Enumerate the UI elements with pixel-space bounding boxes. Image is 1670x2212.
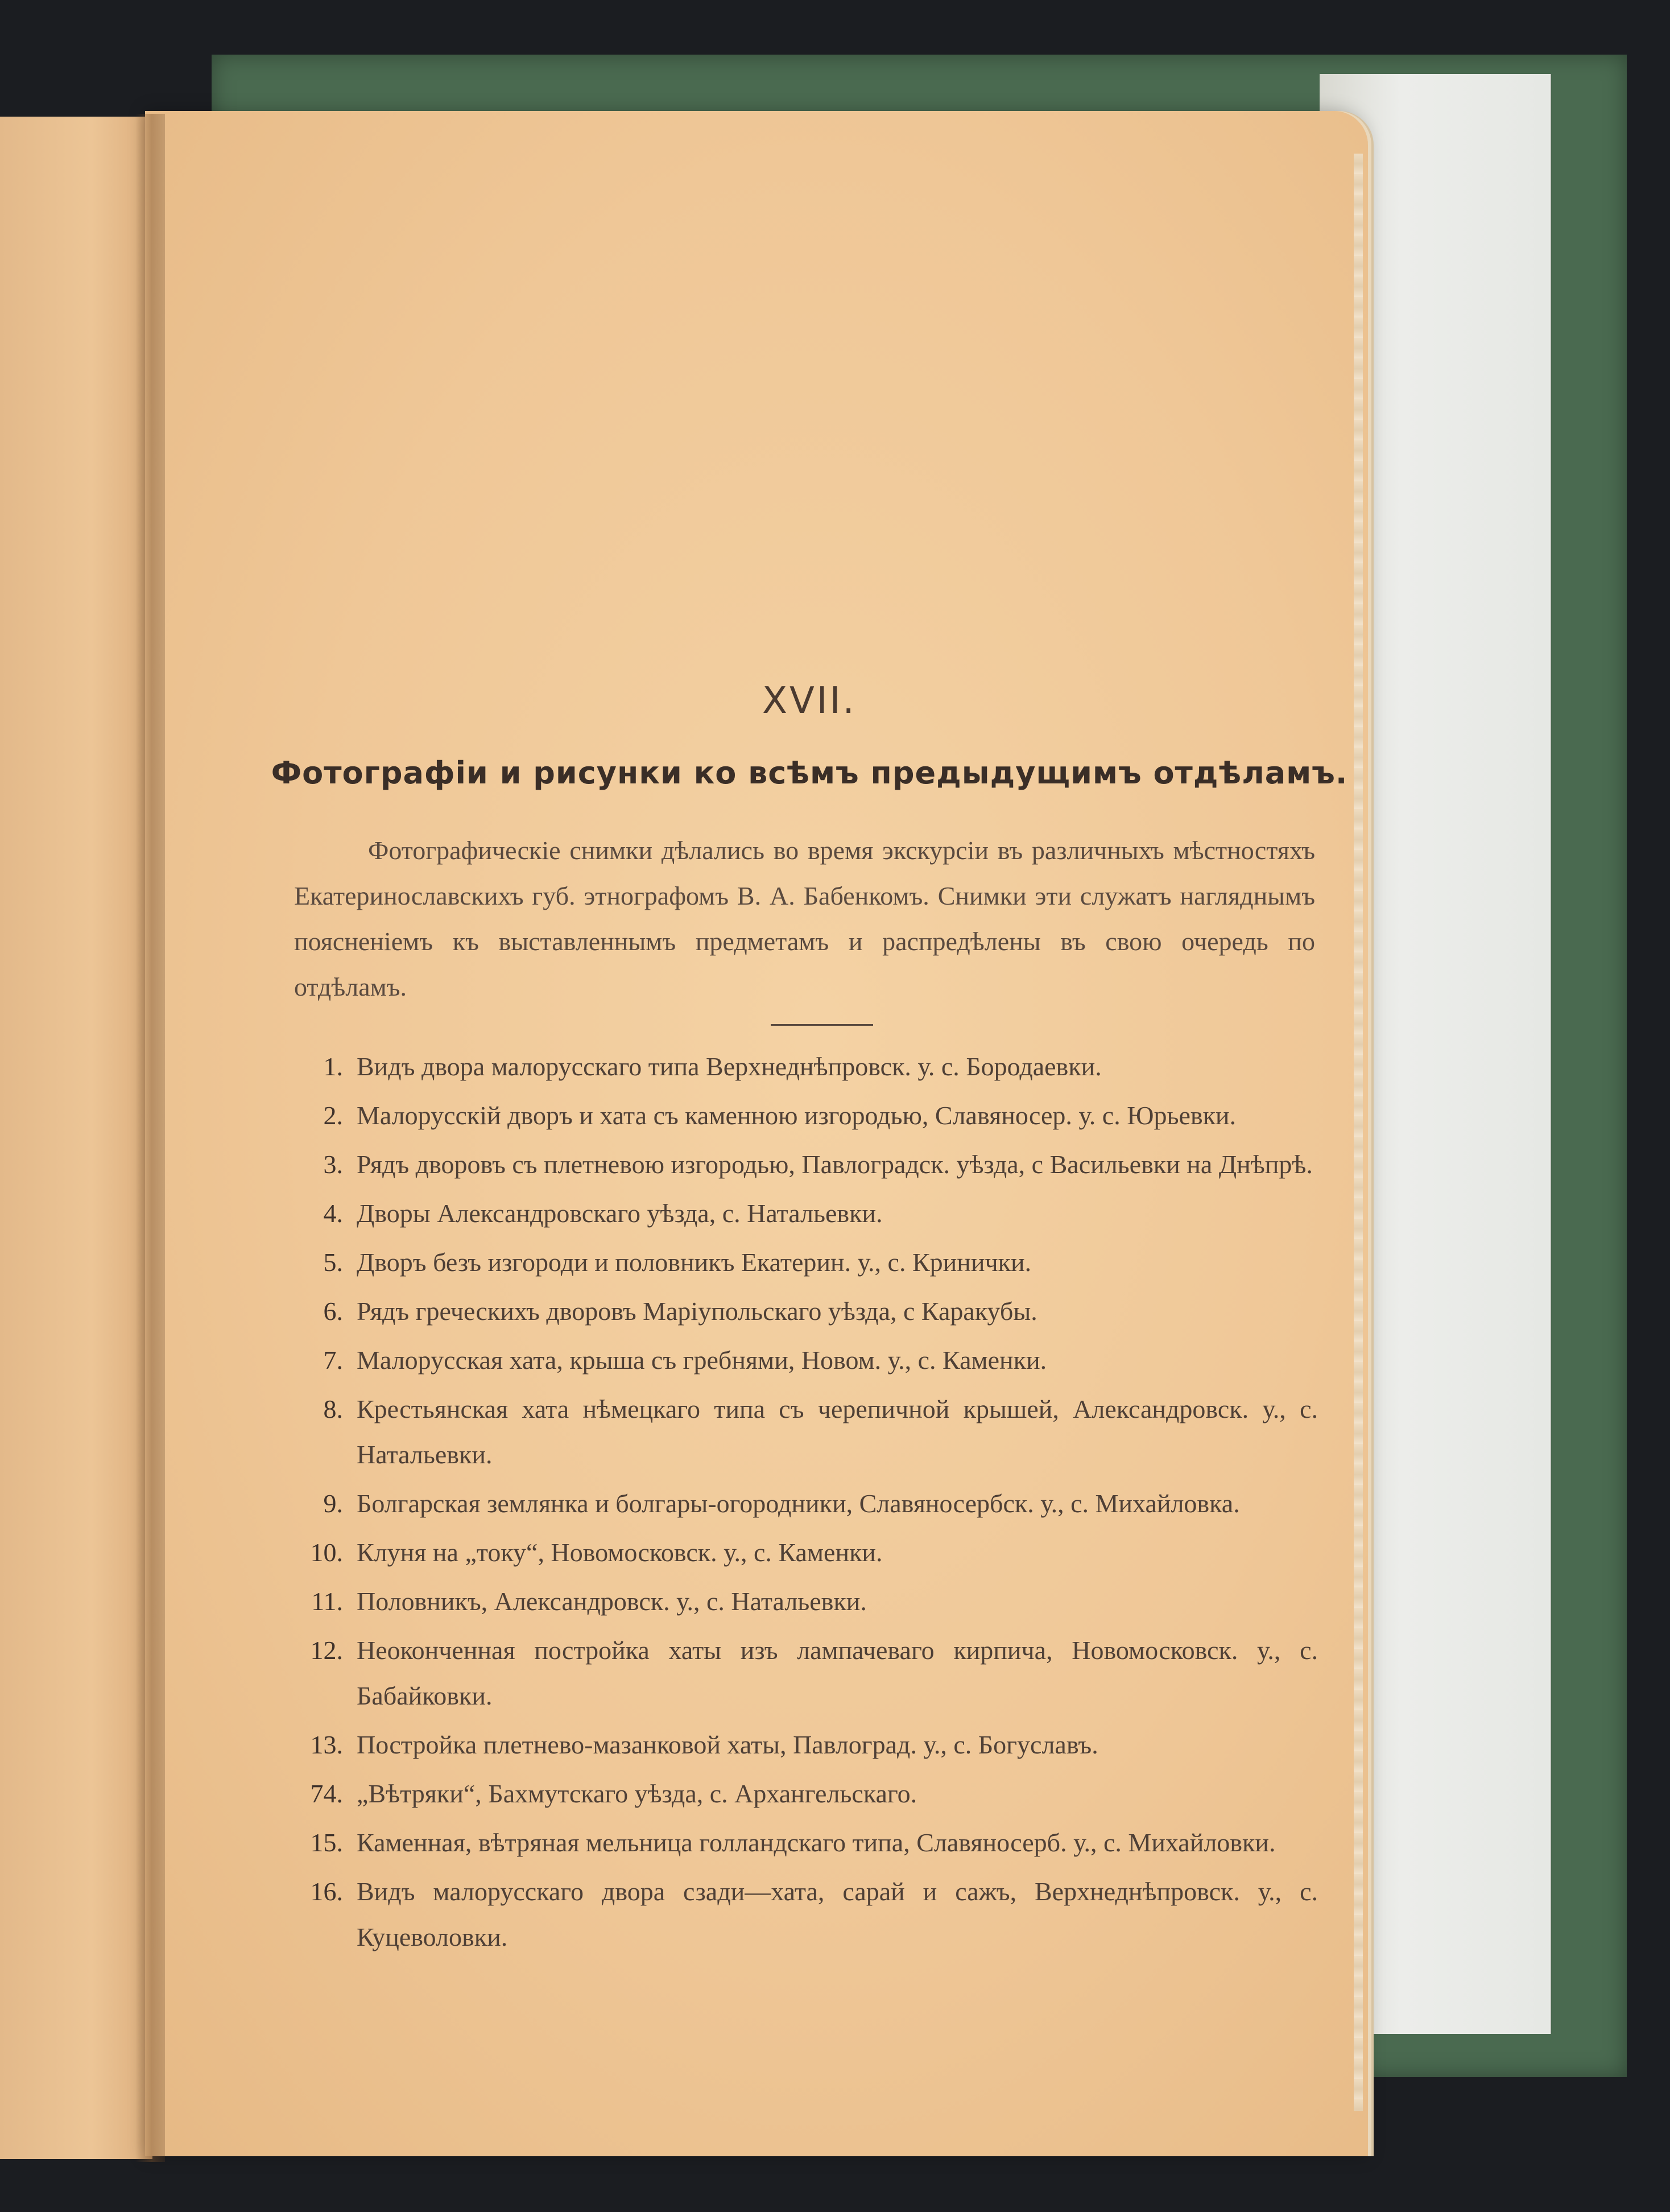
list-item — [294, 1869, 1318, 1960]
list-item — [294, 1481, 1318, 1526]
list-item — [294, 1338, 1318, 1383]
list-item — [294, 1093, 1318, 1138]
item-number: 13. — [310, 1730, 343, 1759]
list-item — [294, 1142, 1318, 1187]
item-number: 16. — [310, 1877, 343, 1906]
list-item — [294, 1386, 1318, 1478]
item-text: Болгарская землянка и болгары-огородники, Славяносербск. у., с. Михайловка. — [357, 1489, 1240, 1518]
list-item — [294, 1289, 1318, 1334]
list-item — [294, 1530, 1318, 1575]
item-list — [294, 1044, 1318, 1963]
list-item — [294, 1579, 1318, 1624]
item-text: Клуня на „току“, Новомосковск. у., с. Каменки. — [357, 1538, 883, 1567]
list-item — [294, 1191, 1318, 1236]
item-text: Неоконченная постройка хаты изъ лампачеваго кирпича, Новомосковск. у., с. Бабайковки. — [357, 1636, 1318, 1710]
item-text: Рядъ дворовъ съ плетневою изгородью, Павлоградск. уѣзда, с Васильевки на Днѣпрѣ. — [357, 1150, 1313, 1179]
item-number: 12. — [310, 1636, 343, 1665]
item-number: 3. — [323, 1150, 343, 1179]
item-number: 6. — [323, 1297, 343, 1326]
item-text: „Вѣтряки“, Бахмутскаго уѣзда, с. Архангельскаго. — [357, 1779, 917, 1808]
item-text: Половникъ, Александровск. у., с. Натальевки. — [357, 1587, 867, 1616]
item-number: 5. — [323, 1248, 343, 1277]
book-gutter-shadow — [135, 114, 165, 2162]
item-number: 4. — [323, 1199, 343, 1228]
item-number: 2. — [323, 1101, 343, 1130]
item-number: 15. — [310, 1828, 343, 1857]
list-item — [294, 1771, 1318, 1817]
list-item — [294, 1240, 1318, 1285]
page-stack-edge — [1354, 154, 1363, 2111]
item-text: Малорусская хата, крыша съ гребнями, Новом. у., с. Каменки. — [357, 1346, 1047, 1375]
item-text: Видъ двора малорусскаго типа Верхнеднѣпровск. у. с. Бородаевки. — [357, 1052, 1102, 1081]
section-title: Фотографіи и рисунки ко всѣмъ предыдущимъ отдѣламъ. — [271, 755, 1348, 791]
item-number: 10. — [310, 1538, 343, 1567]
item-number: 8. — [323, 1394, 343, 1423]
item-text: Крестьянская хата нѣмецкаго типа съ черепичной крышей, Александровск. у., с. Натальевки. — [357, 1394, 1318, 1469]
item-number: 9. — [323, 1489, 343, 1518]
left-page-edge — [0, 117, 152, 2159]
item-text: Рядъ греческихъ дворовъ Маріупольскаго уѣзда, с Каракубы. — [357, 1297, 1037, 1326]
item-text: Дворы Александровскаго уѣзда, с. Натальевки. — [357, 1199, 883, 1228]
item-number: 74. — [310, 1779, 343, 1808]
item-number: 7. — [323, 1346, 343, 1375]
item-text: Каменная, вѣтряная мельница голландскаго типа, Славяносерб. у., с. Михайловки. — [357, 1828, 1276, 1857]
item-text: Малорусскій дворъ и хата съ каменною изгородью, Славяносер. у. с. Юрьевки. — [357, 1101, 1237, 1130]
intro-paragraph: Фотографическіе снимки дѣлались во время экскурсіи въ различныхъ мѣстностяхъ Екатеринославскихъ губ. этнографомъ В. А. Бабенкомъ. Снимки эти служатъ нагляднымъ поясненіемъ къ выставленнымъ предметамъ и распредѣлены въ свою очередь по отдѣламъ. — [294, 836, 1315, 1001]
item-text: Постройка плетнево-мазанковой хаты, Павлоград. у., с. Богуславъ. — [357, 1730, 1098, 1759]
section-number: XVII. — [762, 680, 857, 722]
list-item — [294, 1722, 1318, 1768]
item-text: Видъ малорусскаго двора сзади—хата, сарай и сажъ, Верхнеднѣпровск. у., с. Куцеволовки. — [357, 1877, 1318, 1951]
divider-rule — [771, 1024, 873, 1026]
list-item — [294, 1044, 1318, 1090]
item-number: 1. — [323, 1052, 343, 1081]
list-item — [294, 1820, 1318, 1866]
document-page — [145, 111, 1368, 2156]
item-number: 11. — [311, 1587, 343, 1616]
item-text: Дворъ безъ изгороди и половникъ Екатерин. у., с. Кринички. — [357, 1248, 1032, 1277]
list-item — [294, 1628, 1318, 1719]
